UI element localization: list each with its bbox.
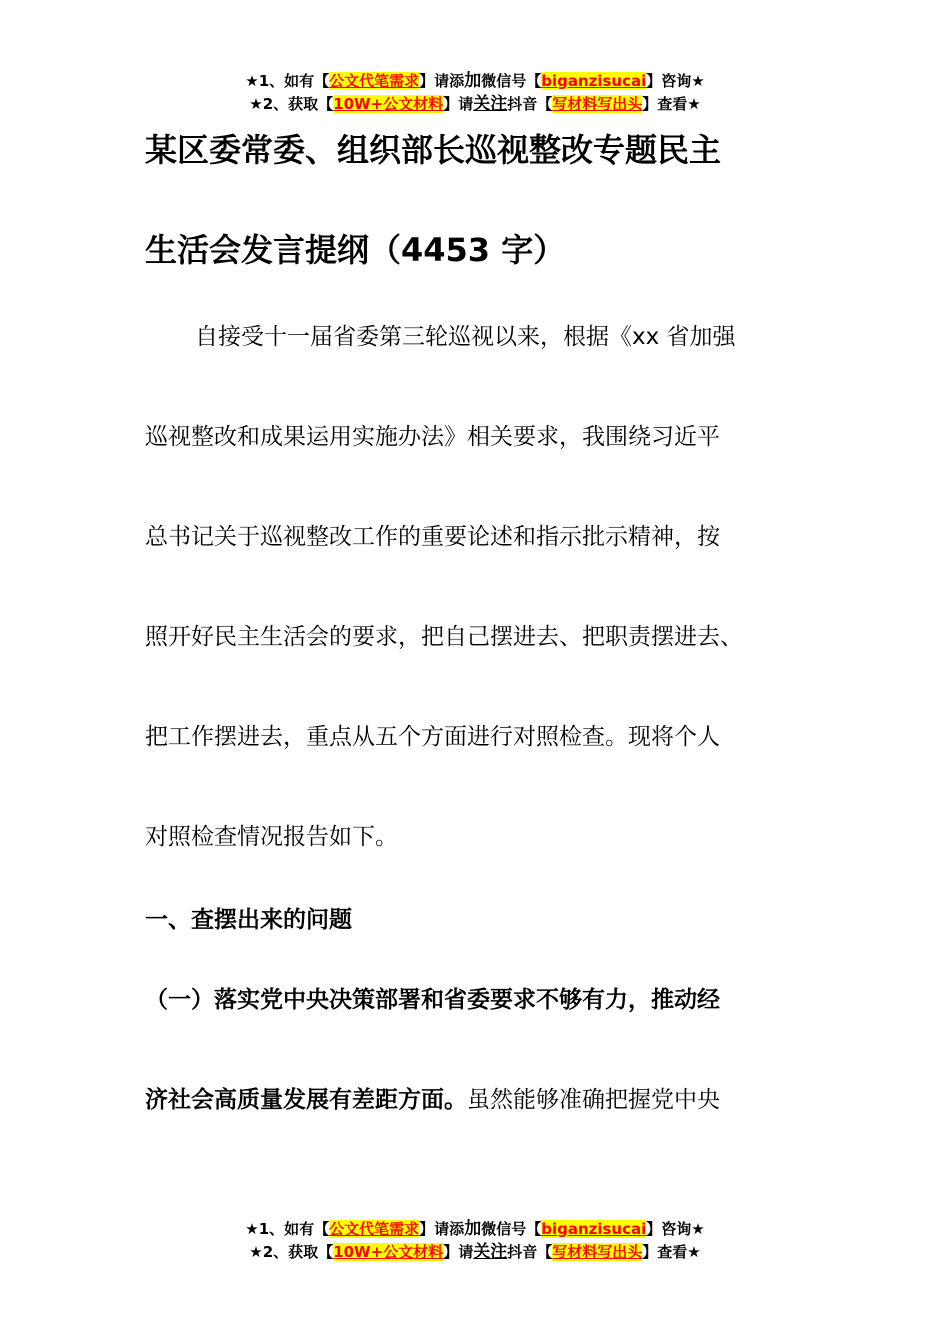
banner-highlight: 10W+公文材料	[333, 95, 444, 113]
paragraph-line: 巡视整改和成果运用实施办法》相关要求，我围绕习近平	[145, 424, 720, 450]
paragraph-text: 虽然能够准确把握党中央	[467, 1087, 720, 1113]
top-banner	[0, 70, 950, 116]
banner-highlight: biganzisucai	[541, 72, 647, 90]
banner-text: 】请	[443, 95, 474, 113]
paragraph-line: 把工作摆进去，重点从五个方面进行对照检查。现将个人	[145, 724, 720, 750]
banner-text: 关注	[473, 1242, 508, 1262]
banner-highlight: biganzisucai	[541, 1220, 647, 1238]
banner-text: ★2、获取【	[249, 1243, 334, 1261]
banner-text: 】查看★	[642, 95, 701, 113]
subsection-heading-line-1: （一）落实党中央决策部署和省委要求不够有力，推动经	[145, 987, 720, 1013]
banner-highlight: 10W+公文材料	[333, 1243, 444, 1261]
banner-line-1	[0, 1218, 950, 1241]
banner-text: 】咨询★	[646, 1220, 705, 1238]
banner-highlight: 写材料写出头	[552, 95, 643, 113]
subsection-line-2	[145, 1081, 825, 1114]
banner-text: ★1、如有【	[245, 72, 330, 90]
banner-highlight: 公文代笔需求	[329, 1220, 420, 1238]
document-title-line-2: 生活会发言提纲（4453 字）	[145, 231, 566, 269]
section-heading: 一、查摆出来的问题	[145, 907, 352, 933]
banner-text: 】请添	[419, 72, 465, 90]
banner-line-2	[0, 93, 950, 116]
banner-text: 微信号【	[481, 1220, 542, 1238]
banner-highlight: 公文代笔需求	[329, 72, 420, 90]
banner-line-1	[0, 70, 950, 93]
paragraph-line: 照开好民主生活会的要求，把自己摆进去、把职责摆进去、	[145, 624, 743, 650]
banner-text: ★1、如有【	[245, 1220, 330, 1238]
banner-text: 加	[464, 71, 482, 91]
bottom-banner	[0, 1218, 950, 1264]
banner-text: 抖音【	[507, 1243, 553, 1261]
subsection-heading-tail: 济社会高质量发展有差距方面。	[145, 1087, 467, 1113]
banner-text: 】咨询★	[646, 72, 705, 90]
banner-text: 加	[464, 1219, 482, 1239]
banner-text: ★2、获取【	[249, 95, 334, 113]
document-title-line-1: 某区委常委、组织部长巡视整改专题民主	[145, 131, 722, 169]
paragraph-line: 对照检查情况报告如下。	[145, 824, 398, 850]
banner-text: 微信号【	[481, 72, 542, 90]
banner-line-2	[0, 1241, 950, 1264]
banner-text: 】请添	[419, 1220, 465, 1238]
banner-text: 】查看★	[642, 1243, 701, 1261]
banner-highlight: 写材料写出头	[552, 1243, 643, 1261]
paragraph-line: 总书记关于巡视整改工作的重要论述和指示批示精神，按	[145, 524, 720, 550]
banner-text: 抖音【	[507, 95, 553, 113]
paragraph-line: 自接受十一届省委第三轮巡视以来，根据《xx 省加强	[195, 324, 736, 350]
banner-text: 】请	[443, 1243, 474, 1261]
banner-text: 关注	[473, 94, 508, 114]
